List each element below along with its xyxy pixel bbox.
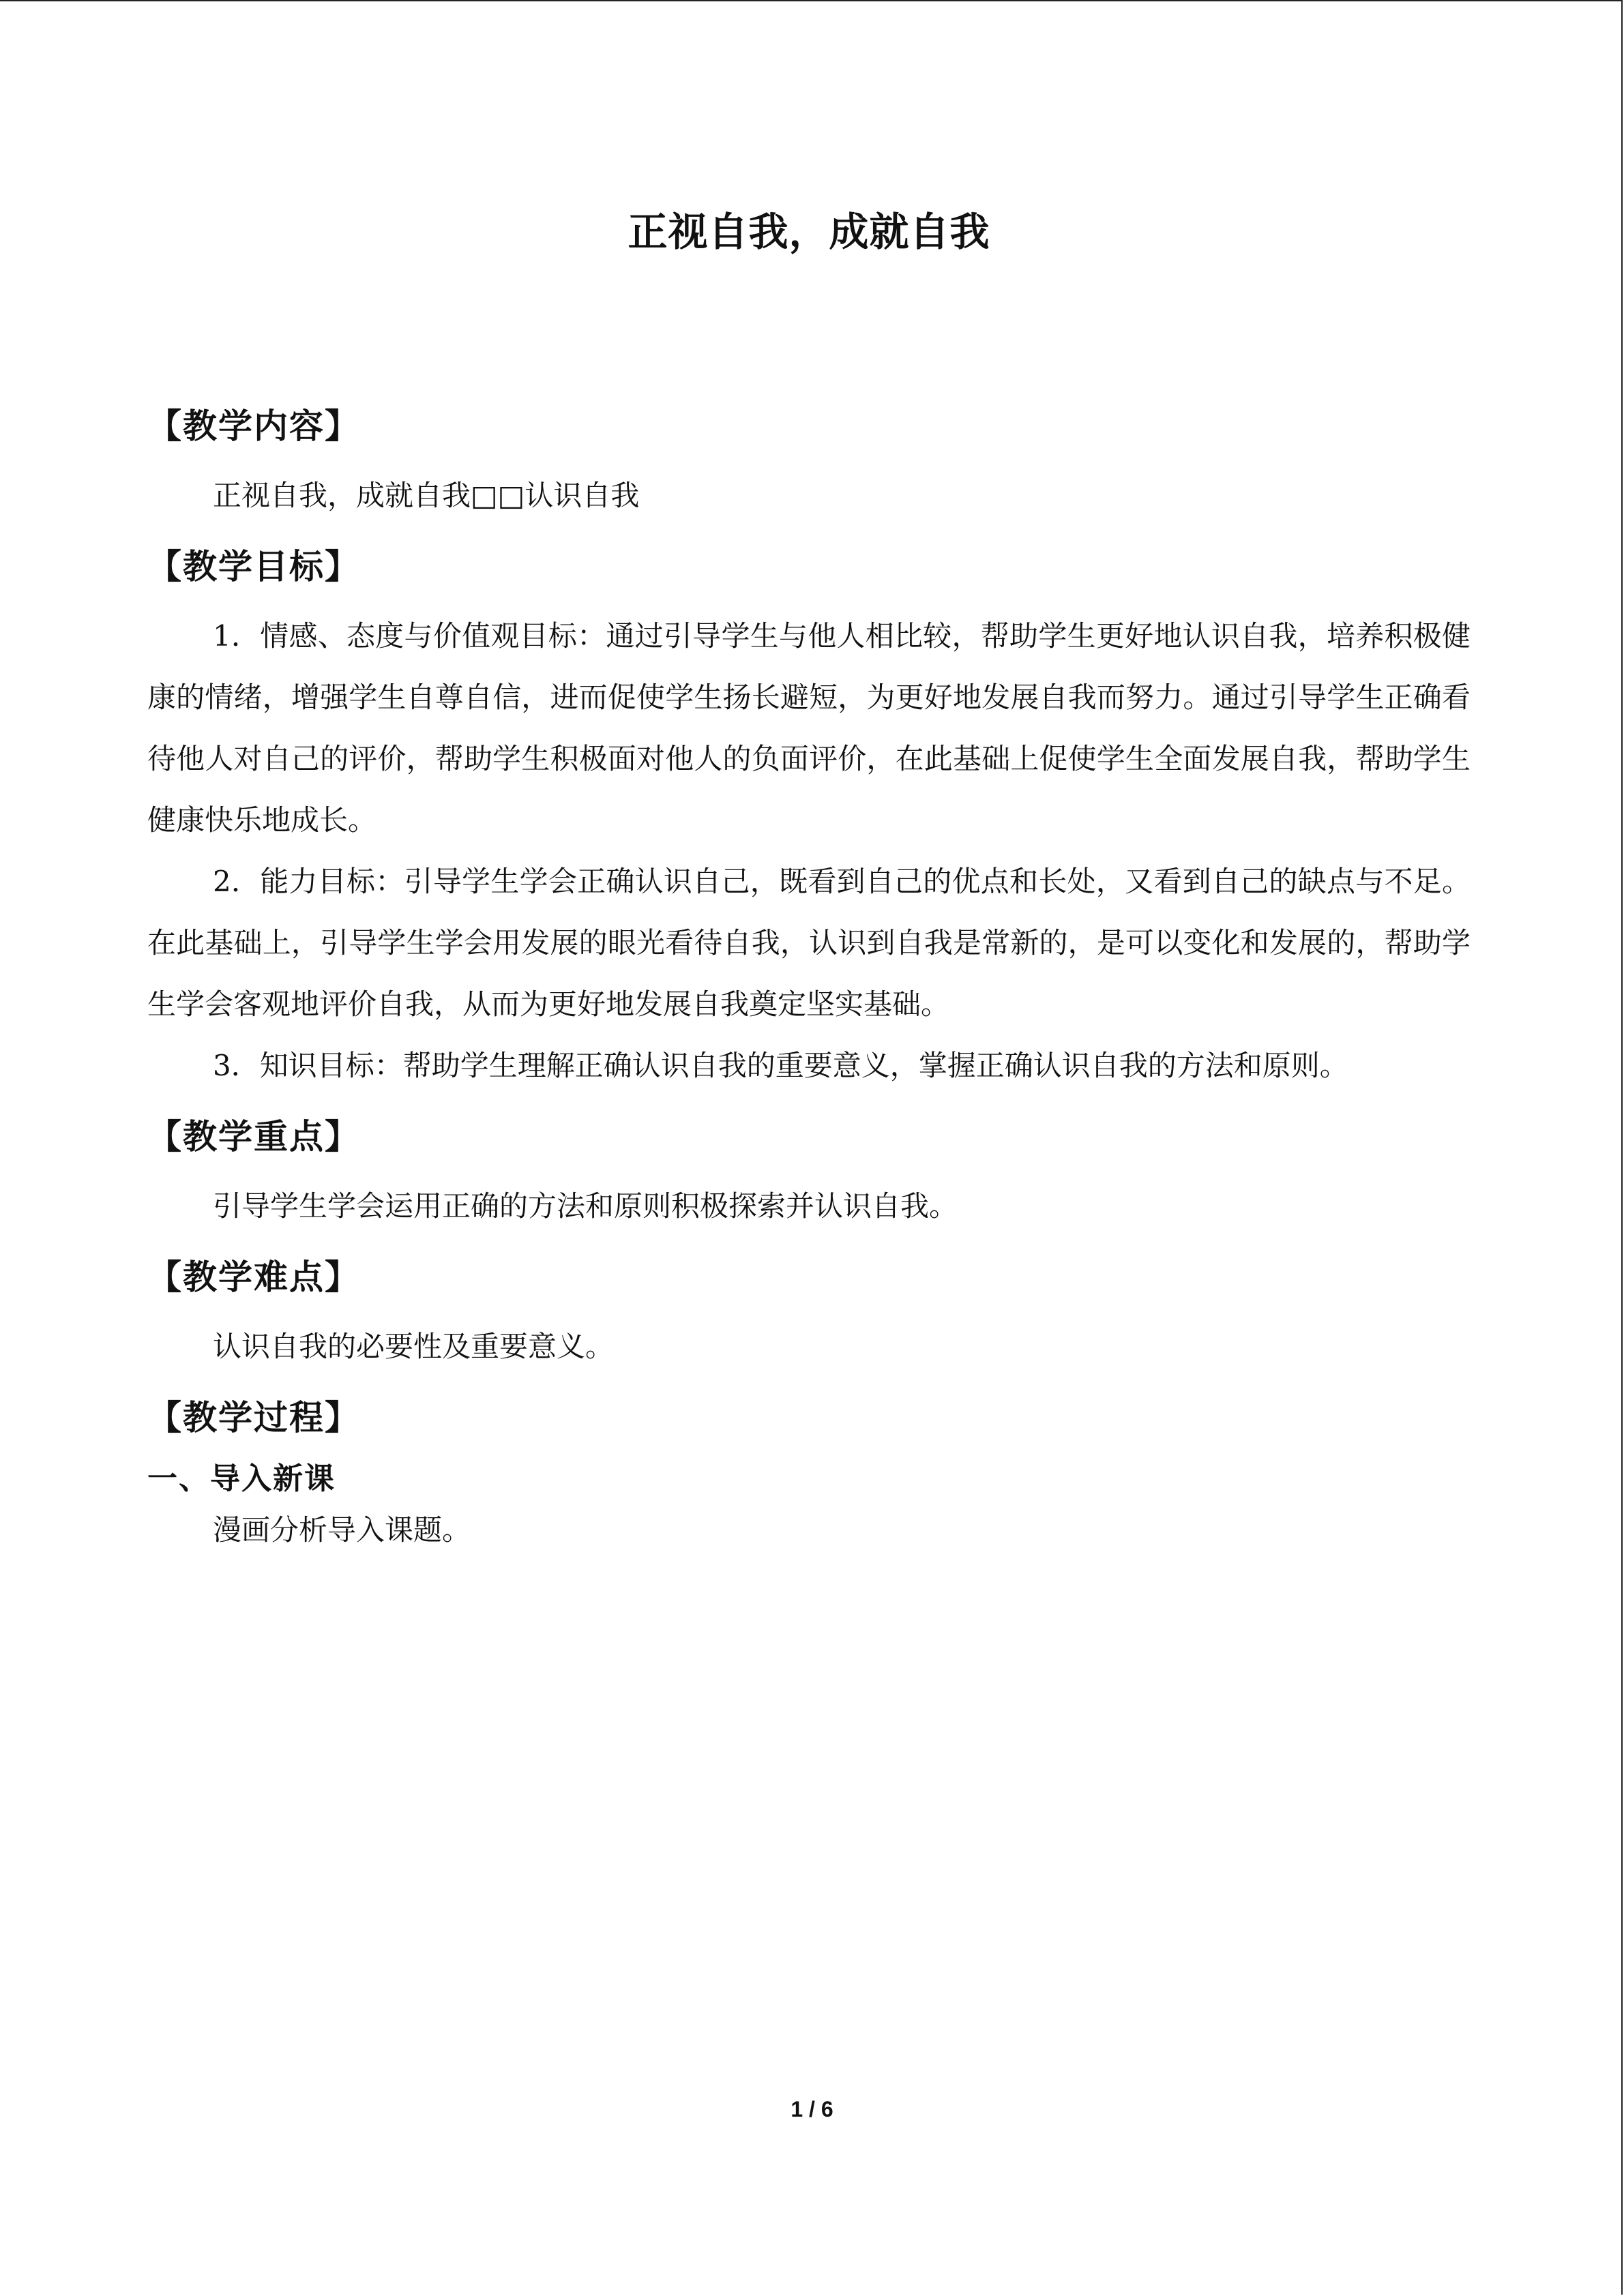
section-difficulties [147,1316,1471,1377]
document-body [147,205,1471,1557]
content-paragraph: 正视自我，成就自我□□认识自我 [213,479,640,512]
process-paragraph: 漫画分析导入课题。 [213,1513,471,1547]
goal-item-2: 2．能力目标：引导学生学会正确认识自己，既看到自己的优点和长处，又看到自己的缺点与不足。在此基础上，引导学生学会用发展的眼光看待自我，认识到自我是常新的，是可以变化和发展的，帮助学生学会客观地评价自我，从而为更好地发展自我奠定坚实基础。 [147,865,1471,1021]
page-number: 1 / 6 [791,2097,833,2121]
goal-item-1: 1．情感、态度与价值观目标：通过引导学生与他人相比较，帮助学生更好地认识自我，培养积极健康的情绪，增强学生自尊自信，进而促使学生扬长避短，为更好地发展自我而努力。通过引导学生正确看待他人对自己的评价，帮助学生积极面对他人的负面评价，在此基础上促使学生全面发展自我，帮助学生健康快乐地成长。 [147,619,1471,837]
section-heading-key-points: 【教学重点】 [147,1117,360,1157]
section-heading-difficulties: 【教学难点】 [147,1257,360,1297]
section-content [147,465,1471,526]
difficulties-paragraph: 认识自我的必要性及重要意义。 [213,1330,615,1363]
key-points-paragraph: 引导学生学会运用正确的方法和原则积极探索并认识自我。 [213,1189,958,1223]
section-heading-content: 【教学内容】 [147,406,360,446]
section-heading-goals: 【教学目标】 [147,547,360,586]
document-title: 正视自我，成就自我 [628,209,990,255]
section-heading-process: 【教学过程】 [147,1398,360,1437]
section-key-points [147,1176,1471,1237]
process-subheading: 一、导入新课 [147,1461,336,1496]
section-goals [147,606,1471,1097]
goal-item-3: 3．知识目标：帮助学生理解正确认识自我的重要意义，掌握正确认识自我的方法和原则。 [213,1049,1348,1082]
